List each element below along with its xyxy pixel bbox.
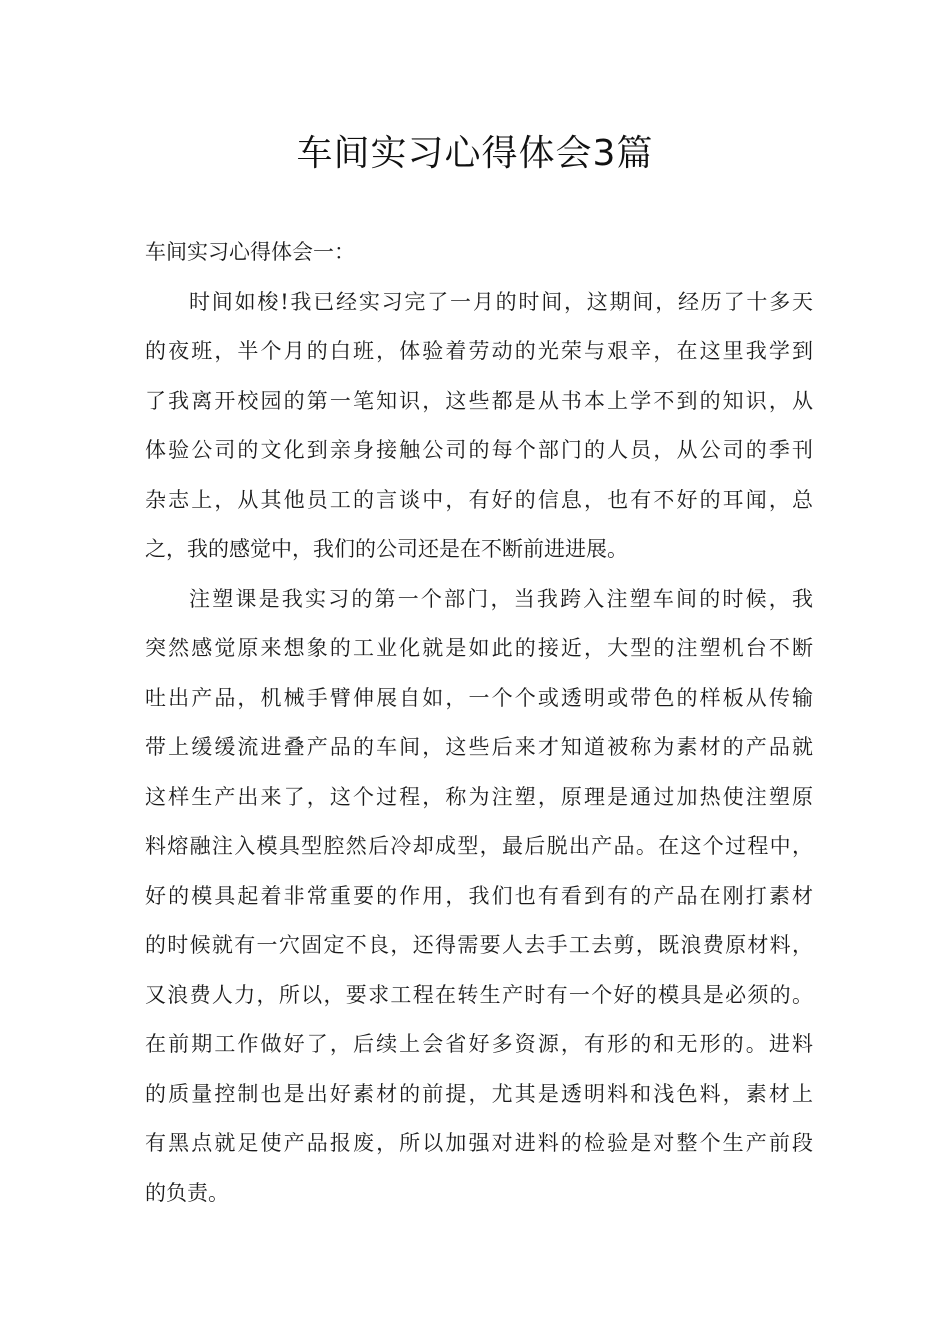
text-line: 在前期工作做好了，后续上会省好多资源，有形的和无形的。进料: [145, 1032, 813, 1056]
text-line: 的时候就有一穴固定不良，还得需要人去手工去剪，既浪费原材料，: [145, 933, 813, 957]
text-line: 注塑课是我实习的第一个部门，当我跨入注塑车间的时候，我: [189, 586, 813, 611]
paragraph-1: [145, 278, 813, 575]
text-line: 的夜班，半个月的白班，体验着劳动的光荣与艰辛，在这里我学到: [145, 339, 813, 363]
text-line: 吐出产品，机械手臂伸展自如，一个个或透明或带色的样板从传输: [145, 685, 813, 710]
text-line: 的负责。: [145, 1180, 229, 1205]
text-line: 好的模具起着非常重要的作用，我们也有看到有的产品在刚打素材: [145, 883, 813, 908]
text-line: 了我离开校园的第一笔知识，这些都是从书本上学不到的知识，从: [145, 388, 813, 413]
text-line: 有黑点就足使产品报废，所以加强对进料的检验是对整个生产前段: [145, 1131, 813, 1155]
text-line: 体验公司的文化到亲身接触公司的每个部门的人员，从公司的季刊: [145, 438, 813, 462]
text-line: 杂志上，从其他员工的言谈中，有好的信息，也有不好的耳闻，总: [145, 487, 813, 512]
text-line: 带上缓缓流进叠产品的车间，这些后来才知道被称为素材的产品就: [145, 735, 813, 759]
section-heading: 车间实习心得体会一：: [145, 240, 355, 264]
text-line: 料熔融注入模具型腔然后冷却成型，最后脱出产品。在这个过程中，: [145, 834, 813, 858]
text-line: 的质量控制也是出好素材的前提，尤其是透明料和浅色料，素材上: [145, 1081, 813, 1106]
text-line: 时间如梭!我已经实习完了一月的时间，这期间，经历了十多天: [189, 289, 813, 314]
paragraph-2: [145, 575, 813, 1219]
text-line: 突然感觉原来想象的工业化就是如此的接近，大型的注塑机台不断: [145, 636, 813, 660]
document-title: 车间实习心得体会3篇: [296, 133, 654, 174]
text-line: 这样生产出来了，这个过程，称为注塑，原理是通过加热使注塑原: [145, 784, 813, 809]
text-line: 之，我的感觉中，我们的公司还是在不断前进进展。: [145, 537, 628, 561]
text-line: 又浪费人力，所以，要求工程在转生产时有一个好的模具是必须的。: [145, 982, 813, 1007]
document-body: [145, 228, 813, 1218]
